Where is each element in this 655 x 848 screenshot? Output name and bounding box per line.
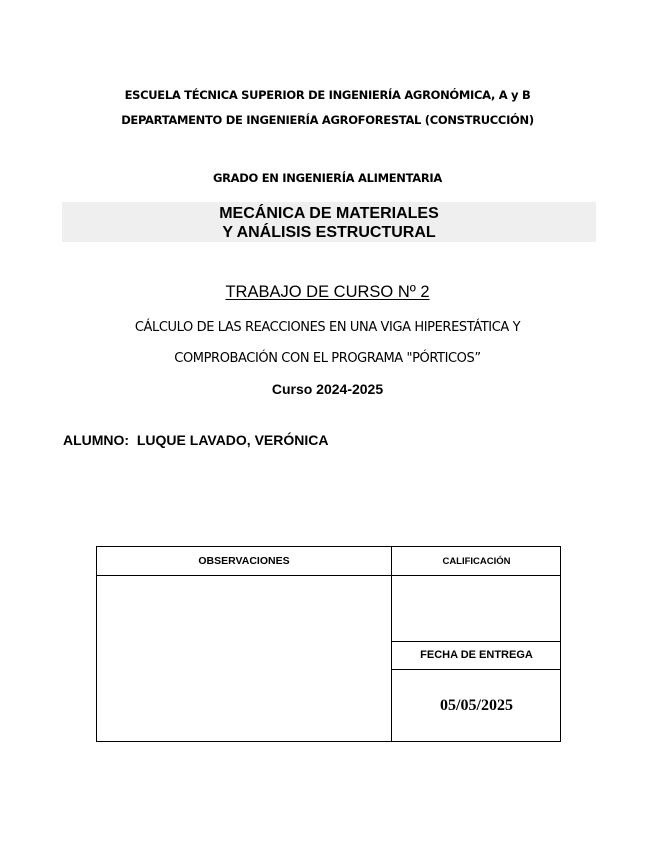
student-name: ALUMNO: LUQUE LAVADO, VERÓNICA <box>63 432 329 448</box>
work-title: TRABAJO DE CURSO Nº 2 <box>225 283 430 301</box>
work-description-line1: CÁLCULO DE LAS REACCIONES EN UNA VIGA HIPERESTÁTICA Y <box>134 320 521 335</box>
department-name: DEPARTAMENTO DE INGENIERÍA AGROFORESTAL (CONSTRUCCIÓN) <box>121 113 534 127</box>
school-name: ESCUELA TÉCNICA SUPERIOR DE INGENIERÍA AGRONÓMICA, A y B <box>124 88 531 102</box>
delivery-date-value: 05/05/2025 <box>440 697 513 714</box>
grading-table <box>96 546 561 742</box>
degree-name: GRADO EN INGENIERÍA ALIMENTARIA <box>212 171 443 185</box>
subject-title-line2: Y ANÁLISIS ESTRUCTURAL <box>222 224 436 241</box>
work-description-line2: COMPROBACIÓN CON EL PROGRAMA "PÓRTICOS” <box>174 351 481 366</box>
date-header-divider <box>392 669 561 670</box>
grade-header: CALIFICACIÓN <box>442 556 511 567</box>
observations-header: OBSERVACIONES <box>198 555 290 567</box>
table-header-divider <box>97 575 561 576</box>
delivery-date-header: FECHA DE ENTREGA <box>420 649 533 661</box>
course-year: Curso 2024-2025 <box>271 381 384 397</box>
subject-title-line1: MECÁNICA DE MATERIALES <box>219 205 439 222</box>
grade-divider <box>392 641 561 642</box>
